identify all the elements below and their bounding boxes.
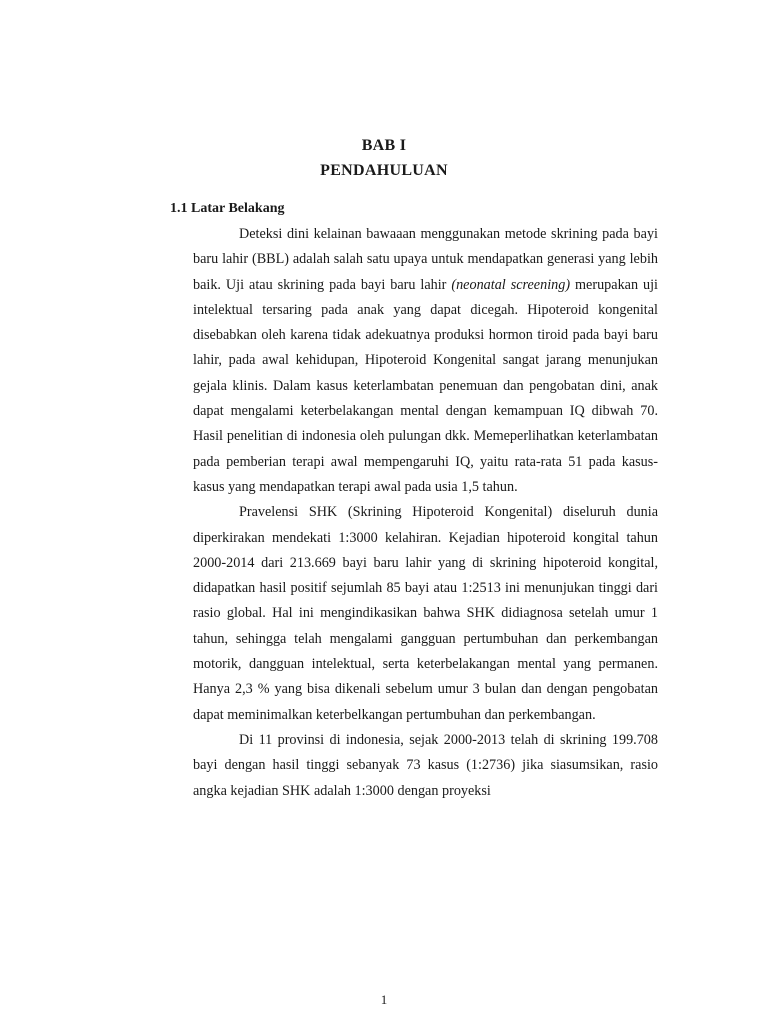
paragraph-1: [193, 222, 658, 500]
paragraph-1-text-b: merupakan uji intelektual tersaring pada anak yang dapat dicegah. Hipoteroid kongenital disebabkan oleh karena tidak adekuatnya produksi hormon tiroid pada bayi baru lahir, pada awal kehidupan, Hipoteroid Kongenital sangat jarang menunjukan gejala klinis. Dalam kasus keterlambatan penemuan dan pengobatan dini, anak dapat mengalami keterbelakangan mental dengan kemampuan IQ dibwah 70. Hasil penelitian di indonesia oleh pulungan dkk. Memeperlihatkan keterlambatan pada pemberian terapi awal mempengaruhi IQ, yaitu rata-rata 51 pada kasus-kasus yang mendapatkan terapi awal pada usia 1,5 tahun.: [193, 276, 658, 495]
paragraph-1-italic-term: (neonatal screening): [451, 276, 571, 293]
section-heading: 1.1 Latar Belakang: [170, 201, 285, 216]
chapter-number: BAB I: [361, 137, 407, 154]
body-text: [193, 222, 658, 804]
paragraph-2: Pravelensi SHK (Skrining Hipoteroid Kongenital) diseluruh dunia diperkirakan mendekati 1:3000 kelahiran. Kejadian hipoteroid kongital tahun 2000-2014 dari 213.669 bayi baru lahir yang di skrining hipoteroid kongital, didapatkan hasil positif sejumlah 85 bayi atau 1:2513 ini menunjukan tinggi dari rasio global. Hal ini mengindikasikan bahwa SHK didiagnosa setelah umur 1 tahun, sehingga telah mengalami gangguan pertumbuhan dan perkembangan motorik, dangguan intelektual, serta keterbelakangan mental yang permanen. Hanya 2,3 % yang bisa dikenali sebelum umur 3 bulan dan dengan pengobatan dapat meminimalkan keterbelkangan pertumbuhan dan perkembangan.: [193, 504, 658, 723]
paragraph-3: Di 11 provinsi di indonesia, sejak 2000-2013 telah di skrining 199.708 bayi dengan hasil tinggi sebanyak 73 kasus (1:2736) jika siasumsikan, rasio angka kejadian SHK adalah 1:3000 dengan proyeksi: [193, 731, 658, 799]
page-number: 1: [380, 992, 388, 1007]
paragraph-1-text-a: Deteksi dini kelainan bawaaan menggunakan metode skrining pada bayi baru lahir (BBL) adalah salah satu upaya untuk mendapatkan generasi yang lebih baik. Uji atau skrining pada bayi baru lahir: [193, 226, 658, 293]
chapter-title: PENDAHULUAN: [320, 162, 448, 179]
